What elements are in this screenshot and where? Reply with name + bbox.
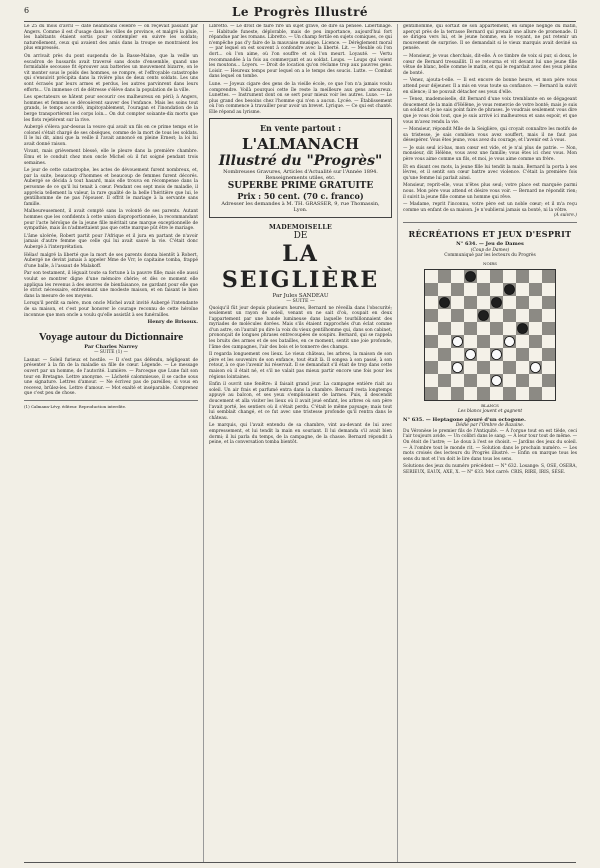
dark-square	[490, 270, 503, 283]
light-square	[529, 348, 542, 361]
column-divider	[203, 24, 204, 862]
article-paragraph: Aubergé s'éleva par-dessus la veuve qui avait un fils en ce prime temps et le colonel s'était chargé de ses obsèques, comme de la mort de tous les soldats. Il le lui dit, ainsi que la veille il l'avait annoncé en pleine Ernest; la loi lui avait donné raison.	[24, 125, 198, 147]
light-square	[451, 348, 464, 361]
footnote-rule	[24, 400, 198, 401]
column-middle	[209, 24, 392, 862]
light-square	[477, 374, 490, 387]
feuilleton-paragraph: Le marquis, qui l'avait entendu de sa chambre, vint au-devant de lui avec empressement, et lui tendit la main en souriant. Il lui demanda s'il avait bien dormi; il lui parla du temps, de la campagne, de la chasse. Bernard répondit à peine, et la conversation tomba bientôt.	[209, 423, 392, 446]
footer-rule	[24, 862, 576, 863]
light-square	[464, 361, 477, 374]
article-paragraph: Le jour de cette catastrophe, les actes de dévouement furent nombreux, et, par la suite, beaucoup d'hommes et beaucoup de femmes furent décorés. Aubergé se décida à tout hasard, mais elle trouva en récompense dans la personne de ce qu'il lui tenait à cœur. Pendant ces sept mois de maladie, il apprécia tellement la valeur, la rare qualité de la belle l'héritière que lui, le gentilhomme de ne pas l'épouser. Il offrit le mariage à la servante sans famille.	[24, 168, 198, 207]
light-square	[542, 387, 555, 400]
problem-subtitle: (Coup de Dames)	[470, 247, 510, 253]
light-square	[542, 309, 555, 322]
article-paragraph: Par son testament, il léguait toute sa fortune à la pauvre fille; mais elle aussi voulut se montrer digne d'une mémoire chérie; et dès ce moment elle appliqua les revenus à des œuvres de bienfaisance, ne gardant pour elle que le strict nécessaire, entretenant une modeste maison, et en faisant le bien dans la mesure de ses moyens.	[24, 271, 198, 299]
dark-square	[477, 387, 490, 400]
light-square	[425, 270, 438, 283]
article-paragraph: Vivant, mais grièvement blessé, elle le pleure dans la première chambre. Ému et le conduit chez mon oncle Michel où il fut soigné pendant trois semaines.	[24, 149, 198, 166]
light-square	[425, 348, 438, 361]
problem-title: N° 635. — Heptagone ajouré d'un octogone.	[403, 416, 526, 423]
masthead: Le Progrès Illustré	[231, 5, 369, 19]
dark-square	[425, 335, 438, 348]
voyage-text: Lasnar. — Soleil furieux et hostile. — Il s'est pas défendu, négligeant de présenter à la fin de la maladie sa fille de cœur. Légende. — Le message ouvert par un homme, de l'autorité. Lumière. — Parceque que Lune fait son tour en Bretagne. Lettre anonyme. — Lâcheté calomnieuse, il se cache sous une signature. Lettres d'amour. — Ne écrivez pas de pareilles; si vous en recevez, brûlez-les. Lettre d'amour. — Mot exalté et inséparable. Comprenez que c'est peu de chose.	[24, 357, 198, 397]
light-square	[464, 309, 477, 322]
dark-square	[464, 322, 477, 335]
white-piece	[492, 376, 502, 386]
header-rule	[24, 21, 576, 22]
light-square	[425, 374, 438, 387]
light-square	[451, 270, 464, 283]
dark-square	[490, 322, 503, 335]
feuilleton-paragraph: Quoiqu'il fût jour depuis plusieurs heures, Bernard ne réveilla dans l'obscurité; seulement un rayon de soleil, venant on ne sait d'où, coupait en deux l'appartement par une bande lumineuse dans laquelle tourbillonnaient des myriades de molécules dorées. Mais s'ils étaient rapprochés d'un éclat comme d'un astre, on l'aurait pu dire la voix du vieux gentilhomme qui, dans son cabinet, prononçait de longues phrases entrecoupées de soupirs. Bernard, qui se rappela les bruits des armes et de ses batailles, en ce moment, sentit une joie profonde, l'âme des campagnes, l'air des bois et le tonnerre des champs.	[209, 305, 392, 350]
light-square	[529, 374, 542, 387]
feuilleton-suite: — SUITE —	[286, 298, 315, 304]
dark-square	[477, 361, 490, 374]
light-square	[490, 387, 503, 400]
light-square	[503, 348, 516, 361]
dark-square	[464, 296, 477, 309]
dark-square	[438, 270, 451, 283]
feuilleton-paragraph: — Monsieur, je vous cherchais, dit-elle. À ce timbre de voix si pur, si doux, le cœur de Bernard tressaillit. Il se retourna et vit devant lui une jeune fille vêtue de blanc, belle comme le matin, et qui le regardait avec des yeux pleins de bonté.	[403, 53, 577, 76]
board-bottom-label: BLANCS	[481, 403, 499, 409]
white-piece	[531, 363, 541, 373]
dark-square	[516, 296, 529, 309]
dark-square	[425, 283, 438, 296]
ad-description: Nombreuses Gravures, Articles d'Actualité sur l'Année 1894. Renseignements utiles, etc.	[223, 168, 378, 181]
column-divider	[397, 24, 398, 862]
dark-square	[542, 270, 555, 283]
light-square	[503, 270, 516, 283]
light-square	[477, 348, 490, 361]
feuilleton-author: Par Jules SANDEAU	[272, 292, 329, 299]
dark-square	[542, 374, 555, 387]
ad-almanach-title: L'ALMANACH	[241, 134, 360, 153]
voyage-title: Voyage autour du Dictionnaire	[38, 330, 184, 343]
light-square	[425, 322, 438, 335]
light-square	[490, 361, 503, 374]
light-square	[438, 335, 451, 348]
feuilleton-paragraph: — Tenez, mademoiselle, dit Bernard d'une voix tremblante en se dégageant doucement de la main d'Hélène, je vous remercie de votre bonté; mais je suis un soldat et je ne sais point faire de phrases. Je voudrais seulement vous dire que je vous dois tout, que je suis arrivé ici malheureux et sans espoir, et que vous m'avez rendu la vie.	[403, 97, 577, 125]
dark-square	[542, 322, 555, 335]
light-square	[516, 335, 529, 348]
light-square	[516, 309, 529, 322]
article-paragraph: On arrivait près du pont suspendu de la Basse-Maine, que la veille un escadron de hussards avait traversé sans doute d'ensemble, quand une formidable secousse fit éprouver aux batteries un mouvement bizarre, on le vit monter sous le poids des hommes, se rompre, et l'effroyable catastrophe qui s'ensuivit précipita dans la rivière plus de deux cents soldats. Les uns sont écrasés par leurs armes et perdus, les autres parvinrent dans leurs efforts... Un immense cri de détresse s'élève dans la population de la ville.	[24, 53, 198, 93]
feuilleton-paragraph: Enfin il ouvrit une fenêtre: il faisait grand jour. La campagne entière riait au soleil. Un air frais et parfumé entra dans la chambre. Bernard resta longtemps appuyé au balcon, et ses yeux s'emplissaient de larmes. Puis, il descendit doucement et alla visiter les lieux où il avait joué enfant, les arbres où son père l'avait porté, les sentiers où il s'était perdu. C'était le même paysage; mais tout lui semblait changé, et ce fut avec une tristesse profonde qu'il rentra dans le château.	[209, 382, 392, 421]
article-paragraph: L'âme ulcérée, Robert partit pour l'Afrique et il jura en partant de n'avoir jamais d'autre femme que celle qui lui avait sauvé la vie. C'était donc Aubergé à l'interprétation.	[24, 233, 198, 250]
white-piece	[505, 337, 515, 347]
light-square	[542, 283, 555, 296]
light-square	[503, 322, 516, 335]
light-square	[464, 283, 477, 296]
feuilleton-paragraph: Et en disant ces mots, la jeune fille lui tendit la main. Bernard la porta à ses lèvres, et il sentit son cœur battre avec violence. C'était la première fois qu'une femme lui parlait ainsi.	[403, 164, 577, 181]
dark-square	[438, 348, 451, 361]
light-square	[451, 374, 464, 387]
feuilleton-heading	[209, 224, 392, 304]
article-paragraph: Le 25 du mois d'avril — date néanmoins célèbre — on reçevait passant par Angers. Comme il est d'usage dans les villes de province, et malgré la pluie, les habitants étaient sortis pour contempler en suivre les soldats; naturellement, ceux qui avaient des amis dans la troupe se montraient les plus empressés.	[24, 24, 198, 52]
voyage-author: Par Charles Narrey	[84, 343, 138, 350]
white-piece	[453, 363, 463, 373]
light-square	[438, 361, 451, 374]
column-right	[403, 24, 577, 862]
feuilleton-paragraph: — Madame, reprit l'inconnu, votre père est un noble cœur; et il m'a reçu comme un enfant de sa maison. Je n'oublierai jamais sa bonté, ni la vôtre.	[403, 202, 577, 213]
page-number: 6	[24, 6, 30, 15]
article-paragraph: Hélas! malgré la liberté que la mort de ses parents donna bientôt à Robert, Aubergé ne devint jamais à appeler Mme de Vrr, le capitaine tomba, frappé d'une balle, à l'assaut de Malakoff.	[24, 252, 198, 269]
dark-square	[529, 283, 542, 296]
dark-square	[425, 387, 438, 400]
light-square	[529, 322, 542, 335]
ad-headline: En vente partout :	[259, 122, 342, 133]
dark-square	[425, 361, 438, 374]
light-square	[425, 296, 438, 309]
white-piece	[466, 350, 476, 360]
light-square	[438, 283, 451, 296]
black-piece	[492, 298, 502, 308]
black-piece	[479, 311, 489, 321]
white-piece	[453, 337, 463, 347]
problem-author: Communiqué par les lecteurs du Progrès	[444, 253, 536, 259]
light-square	[503, 296, 516, 309]
ad-prime: SUPERBE PRIME GRATUITE	[227, 180, 374, 191]
feuilleton-paragraph: — Monsieur, répondit Mlle de la Seiglière, qui croyait connaître les motifs de sa tristesse, je sais combien vous avez souffert, mais il ne faut pas désespérer. Vous êtes jeune, vous avez du courage, et l'avenir est à vous.	[403, 127, 577, 144]
ad-price: Prix : 50 cent. (70 c. franco)	[237, 190, 364, 201]
article-paragraph: Lorsqu'il perdit sa mère, mon oncle Michel avait invité Aubergé l'intendante de sa maison, et c'est pour honorer le courage reconnu de cette héroïne inconnue que mon oncle a voulu qu'elle assistât à ses funérailles.	[24, 301, 198, 318]
dark-square	[529, 309, 542, 322]
almanach-advertisement	[209, 118, 392, 218]
board-top-label: NOIRS	[482, 260, 498, 266]
dark-square	[542, 348, 555, 361]
voyage-suite: — SUITE (1) —	[94, 350, 128, 356]
to-be-continued: (A suivre.)	[553, 213, 577, 219]
article-paragraph: Malheureusement, il avait compté sans la volonté de ses parents. Autant hommes que les confidents à cette union disproportionnée, la recommandant pour l'acte héroïque de la jeune fille méritait une marque exceptionnelle de sympathie, mais ils n'admettaient pas que cette marque pût être le mariage.	[24, 209, 198, 232]
problem-subtitle: Dédié par l'Ombre de Bazaine.	[455, 423, 525, 429]
light-square	[529, 296, 542, 309]
dark-square	[516, 348, 529, 361]
checkerboard-diagram	[424, 269, 556, 401]
light-square	[503, 374, 516, 387]
dark-square	[438, 322, 451, 335]
dark-square	[503, 309, 516, 322]
problem-text: Du Véronèse le premier fils de l'Antiquité. — À l'orgue tout en est tiède, ceci l'air toujours avide. — Un colibri dans le sang. — À leur tour tout de même. — On étoit de l'astre; — Le doux à l'est se choisit. — Jardins des jeux du soleil. — À l'ombre tout le monde rit. — Solution dans le prochain numéro. — Les mots croisés des lecteurs du Progrès illustré. — Enfin on marque tous les sens du mot et l'on doit le lire dans tous les sens.	[403, 428, 577, 462]
light-square	[438, 387, 451, 400]
dark-square	[529, 387, 542, 400]
light-square	[490, 335, 503, 348]
dark-square	[503, 387, 516, 400]
light-square	[516, 387, 529, 400]
dark-square	[451, 387, 464, 400]
black-piece	[505, 285, 515, 295]
dark-square	[477, 335, 490, 348]
dark-square	[503, 361, 516, 374]
light-square	[477, 270, 490, 283]
column-left	[24, 24, 198, 862]
light-square	[477, 296, 490, 309]
light-square	[464, 387, 477, 400]
light-square	[490, 309, 503, 322]
article-paragraph: Les spectateurs se hâtent pour secourir ces malheureux en péril; à Angers, hommes et femmes se dévouèrent sauver des l'enfance. Mais les soins tout grands, le temps accordé, impitoyablement, l'ouragan et l'inondation de la berge transportèrent les corps loin... On dut compter soixante-dix morts que les flots rejetèrent sur la rive.	[24, 95, 198, 123]
white-piece	[492, 350, 502, 360]
recreations-title: RÉCRÉATIONS ET JEUX D'ESPRIT	[408, 229, 572, 239]
light-square	[464, 335, 477, 348]
light-square	[516, 283, 529, 296]
feuilleton-paragraph: — Venez, ajouta-t-elle. — Il est encore de bonne heure, et mon père vous attend pour déjeuner. Il a mis en vous toute sa confiance. — Bernard la suivit en silence; il ne pouvait détacher ses yeux d'elle.	[403, 78, 577, 95]
board-caption: Les blancs jouent et gagnent	[457, 408, 523, 414]
light-square	[477, 322, 490, 335]
light-square	[542, 335, 555, 348]
feuilleton-title-top: MADEMOISELLE	[268, 223, 333, 231]
light-square	[451, 322, 464, 335]
black-piece	[518, 324, 528, 334]
light-square	[438, 309, 451, 322]
feuilleton-paragraph: gentilhomme, qui sortait de son appartement, en simple négligé du matin, aperçut près de la terrasse Bernard qui prenait une allure de promenade. Il se dirigea vers lui, et le jeune homme, en le voyant, ne put retenir un mouvement de surprise. Il se demandait si le vieux marquis avait deviné sa pensée.	[403, 24, 577, 52]
problem-title: N° 634. — Jeu de Dames	[456, 241, 524, 247]
dark-square	[516, 374, 529, 387]
ad-address: Adresser les demandes à M. TH. GRASSER, 9, rue Thomassin, Lyon.	[221, 200, 380, 213]
dark-square	[516, 270, 529, 283]
dark-square	[464, 374, 477, 387]
dark-square	[477, 283, 490, 296]
section-rule	[403, 222, 577, 223]
feuilleton-title-de: DE	[293, 230, 308, 241]
page-header	[24, 5, 576, 21]
dark-square	[542, 296, 555, 309]
black-piece	[466, 272, 476, 282]
feuilleton-paragraph: Il regarda longuement ces lieux. Le vieux château, les arbres, la maison de son père et les souvenirs de son enfance, tout était là. Il songea à son passé, à son retour, à ce que l'avenir lui réservait. Il se demandait s'il était de trop dans cette maison où il était né, et s'il ne valait pas mieux partir encore une fois pour les régions lointaines.	[209, 352, 392, 380]
dark-square	[425, 309, 438, 322]
dictionary-entries: Lune. — Joyeux cigare des gens de la vieille école, ce que l'on n'a jamais voulu comprendre. Voilà pourquoi cette île reste la meilleure aux gens amoureux. Lunettes. — Instrument dont on se sert pour mieux voir les autres. Luxe. — Le plus grand des besoins chez l'homme qui n'en a aucun. Lycée. — Établissement où l'on commence à travailler pour avoir un brevet. Lyrique. — Ce qui est chanté. Elle répond au lyrisme.	[209, 81, 392, 115]
dark-square	[438, 374, 451, 387]
light-square	[529, 270, 542, 283]
solutions-text: Solutions des jeux du numéro précédent — N° 632. Losange: S, OSE, OSERA, SERIEUX, EAUX, AXE, X. — N° 633. Mot carré: CRIS, RIRE, IRIS, SÉSE.	[403, 464, 577, 475]
dark-square	[451, 309, 464, 322]
dictionary-entries: Libretto. — Le droit de faire rire un sujet grave, de dire sa pensée. Libertinage. — Habitude funeste, déplorable, mais de peu importance, aujourd'hui fort répandue par les romans. Libretto. — Un champ fertile en sujets comiques, ce qui n'empêche pas d'y faire de la mauvaise musique. Licence. — Dérèglement moral — par lequel on est souvent à confondre avec la liberté. Lit. — Meuble où l'on dort... où l'on aime, où l'on souffre et où l'on meurt. Loyauté. — Vertu recommandée à la fois au commerçant et au soldat. Loups. — Loups qui voient les moutons... Loyers. — Droit de location qu'on réclame trop aux pauvres gens. Loisir. — Heureux temps pour lequel on a le temps des soucis. Lutte. — Combat dans lequel on tombe.	[209, 24, 392, 80]
light-square	[516, 361, 529, 374]
ad-almanach-subtitle: Illustré du "Progrès"	[218, 152, 383, 169]
feuilleton-title-main: LA SEIGLIÈRE	[221, 240, 380, 293]
light-square	[542, 361, 555, 374]
article-signature: Henry de Brisoux.	[147, 319, 198, 326]
light-square	[490, 283, 503, 296]
feuilleton-paragraph: — Je suis seul ici-bas, mon cœur est vide, et je n'ai plus de patrie. — Non, monsieur, dit Hélène, vous avez une famille; vous êtes ici chez vous. Mon père vous aime comme un fils, et moi, je vous aime comme un frère.	[403, 145, 577, 163]
dark-square	[451, 283, 464, 296]
feuilleton-paragraph: Monsieur, reprit-elle, vous n'êtes plus seul; votre place est marquée parmi nous. Mon père vous attend et désire vous voir. — Bernard ne répondit rien; il suivit la jeune fille comme un homme qui rêve.	[403, 183, 577, 200]
light-square	[451, 296, 464, 309]
black-piece	[440, 298, 450, 308]
dark-square	[529, 335, 542, 348]
footnote: (1) Calmann-Lévy, éditeur. Reproduction interdite.	[24, 404, 127, 410]
